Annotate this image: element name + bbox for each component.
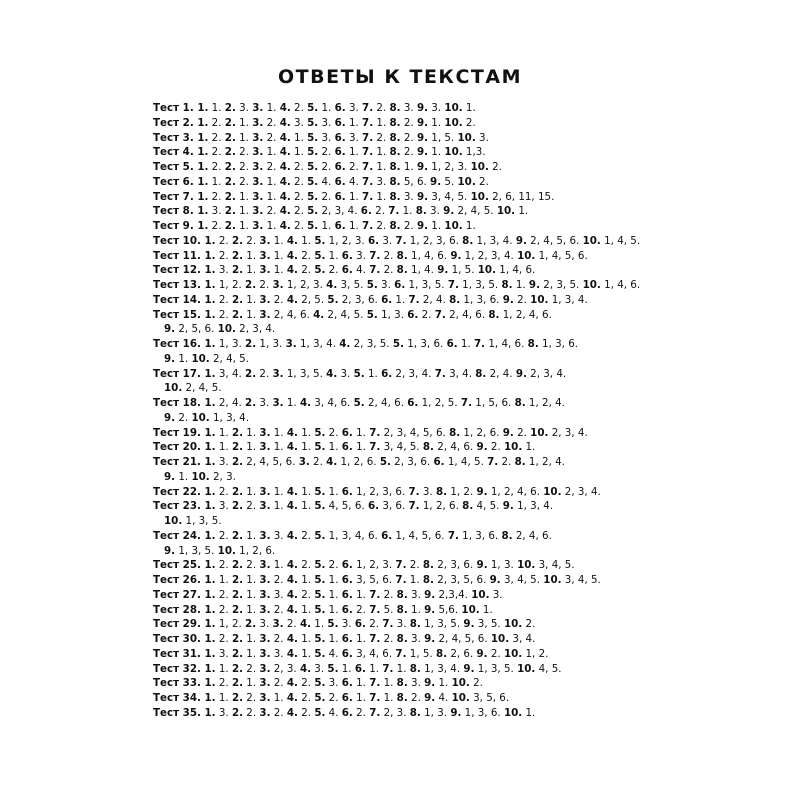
answer-line: Тест 23. 1. 3. 2. 2. 3. 1. 4. 1. 5. 4, 5, 6. 6. 3, 6. 7. 1, 2, 6. 8. 4, 5. 9. 1, 3, 4.: [153, 500, 554, 513]
answer-line: Тест 18. 1. 2, 4. 2. 3. 3. 1. 4. 3, 4, 6. 5. 2, 4, 6. 6. 1, 2, 5. 7. 1, 5, 6. 8. 1, 2, 4.: [153, 397, 565, 409]
answer-line: Тест 6. 1. 1. 2. 2. 3. 1. 4. 2. 5. 4. 6. 4. 7. 3. 8. 5, 6. 9. 5. 10. 2.: [153, 175, 489, 188]
answer-line: Тест 11. 1. 2. 2. 1. 3. 1. 4. 2. 5. 1. 6. 3. 7. 2. 8. 1, 4, 6. 9. 1, 2, 3, 4. 10. 1, 4, 5, 6.: [153, 249, 588, 262]
answer-line: Тест 26. 1. 1. 2. 1. 3. 2. 4. 1. 5. 1. 6. 3, 5, 6. 7. 1. 8. 2, 3, 5, 6. 9. 3, 4, 5. 10. 3, 4, 5.: [153, 574, 601, 586]
answer-line-continuation: 9. 1. 10. 2, 3.: [164, 470, 236, 483]
answer-line: Тест 9. 1. 2. 2. 1. 3. 1. 4. 2. 5. 1. 6. 1. 7. 2. 8. 2. 9. 1. 10. 1.: [153, 220, 476, 232]
answer-line: Тест 20. 1. 1. 2. 1. 3. 1. 4. 1. 5. 1. 6. 1. 7. 3, 4, 5. 8. 2, 4, 6. 9. 2. 10. 1.: [153, 441, 536, 454]
answer-line: Тест 21. 1. 3. 2. 2, 4, 5, 6. 3. 2. 4. 1, 2, 6. 5. 2, 3, 6. 6. 1, 4, 5. 7. 2. 8. 1, 2, 4.: [153, 456, 565, 468]
answer-line: Тест 17. 1. 3, 4. 2. 2. 3. 1, 3, 5. 4. 3. 5. 1. 6. 2, 3, 4. 7. 3, 4. 8. 2, 4. 9. 2, 3, 4.: [153, 367, 567, 380]
answer-line-continuation: 9. 2. 10. 1, 3, 4.: [164, 411, 249, 424]
answer-line: Тест 31. 1. 3. 2. 1. 3. 3. 4. 1. 5. 4. 6. 3, 4, 6. 7. 1, 5. 8. 2, 6. 9. 2. 10. 1, 2.: [153, 647, 549, 660]
answer-line-continuation: 9. 1. 10. 2, 4, 5.: [164, 352, 249, 365]
answer-line-continuation: 9. 2, 5, 6. 10. 2, 3, 4.: [164, 323, 276, 336]
answer-line: Тест 34. 1. 1. 2. 2. 3. 1. 4. 2. 5. 2. 6. 1. 7. 1. 8. 2. 9. 4. 10. 3, 5, 6.: [153, 692, 510, 704]
answer-line: Тест 35. 1. 3. 2. 2. 3. 2. 4. 2. 5. 4. 6. 2. 7. 2, 3. 8. 1, 3. 9. 1, 3, 6. 10. 1.: [153, 706, 536, 719]
answer-line: Тест 25. 1. 2. 2. 2. 3. 1. 4. 2. 5. 2. 6. 1, 2, 3. 7. 2. 8. 2, 3, 6. 9. 1, 3. 10. 3, 4, 5.: [153, 559, 575, 572]
page-title: ОТВЕТЫ К ТЕКСТАМ: [278, 66, 522, 88]
answer-line-continuation: 10. 1, 3, 5.: [164, 515, 222, 527]
answer-line: Тест 33. 1. 2. 2. 1. 3. 2. 4. 2. 5. 3. 6. 1. 7. 1. 8. 3. 9. 1. 10. 2.: [153, 677, 483, 690]
answer-line: Тест 5. 1. 2. 2. 2. 3. 2. 4. 2. 5. 2. 6. 2. 7. 1. 8. 1. 9. 1, 2, 3. 10. 2.: [153, 161, 502, 173]
answer-line: Тест 29. 1. 1, 2. 2. 3. 3. 2. 4. 1. 5. 3. 6. 2. 7. 3. 8. 1, 3, 5. 9. 3, 5. 10. 2.: [153, 618, 536, 631]
answer-line: Тест 16. 1. 1, 3. 2. 1, 3. 3. 1, 3, 4. 4. 2, 3, 5. 5. 1, 3, 6. 6. 1. 7. 1, 4, 6. 8. 1, 3, 6.: [153, 338, 579, 350]
answer-line: Тест 19. 1. 1. 2. 1. 3. 1. 4. 1. 5. 2. 6. 1. 7. 2, 3, 4, 5, 6. 8. 1, 2, 6. 9. 2. 10. 2, 3, 4.: [153, 426, 588, 439]
answer-line: Тест 15. 1. 2. 2. 1. 3. 2, 4, 6. 4. 2, 4, 5. 5. 1, 3. 6. 2. 7. 2, 4, 6. 8. 1, 2, 4, 6.: [153, 308, 552, 321]
answer-line: Тест 14. 1. 2. 2. 1. 3. 2. 4. 2, 5. 5. 2, 3, 6. 6. 1. 7. 2, 4. 8. 1, 3, 6. 9. 2. 10. 1, 3, 4.: [153, 293, 588, 306]
answer-line: Тест 3. 1. 2. 2. 1. 3. 2. 4. 1. 5. 3. 6. 3. 7. 2. 8. 2. 9. 1, 5. 10. 3.: [153, 131, 489, 144]
answer-line: Тест 1. 1. 1. 2. 3. 3. 1. 4. 2. 5. 1. 6. 3. 7. 2. 8. 3. 9. 3. 10. 1.: [153, 102, 476, 114]
answer-line: Тест 27. 1. 2. 2. 1. 3. 3. 4. 2. 5. 1. 6. 1. 7. 2. 8. 3. 9. 2,3,4. 10. 3.: [153, 588, 503, 601]
answer-line: Тест 32. 1. 1. 2. 2. 3. 2, 3. 4. 3. 5. 1. 6. 1. 7. 1. 8. 1, 3, 4. 9. 1, 3, 5. 10. 4, 5.: [153, 662, 562, 675]
answer-line-continuation: 9. 1, 3, 5. 10. 1, 2, 6.: [164, 544, 276, 557]
answer-line: Тест 2. 1. 2. 2. 1. 3. 2. 4. 3. 5. 3. 6. 1. 7. 1. 8. 2. 9. 1. 10. 2.: [153, 116, 476, 129]
answer-line: Тест 8. 1. 3. 2. 1. 3. 2. 4. 2. 5. 2, 3, 4. 6. 2. 7. 1. 8. 3. 9. 2, 4, 5. 10. 1.: [153, 205, 529, 218]
answer-line: Тест 24. 1. 2. 2. 1. 3. 3. 4. 2. 5. 1, 3, 4, 6. 6. 1, 4, 5, 6. 7. 1, 3, 6. 8. 2, 4, 6.: [153, 529, 552, 542]
answer-line: Тест 7. 1. 2. 2. 1. 3. 1. 4. 2. 5. 2. 6. 1. 7. 1. 8. 3. 9. 3, 4, 5. 10. 2, 6, 11, 15.: [153, 190, 555, 203]
answer-line: Тест 12. 1. 3. 2. 1. 3. 1. 4. 2. 5. 2. 6. 4. 7. 2. 8. 1, 4. 9. 1, 5. 10. 1, 4, 6.: [153, 264, 536, 277]
answers-list: [153, 101, 653, 721]
answer-line: Тест 30. 1. 2. 2. 1. 3. 2. 4. 1. 5. 1. 6. 1. 7. 2. 8. 3. 9. 2, 4, 5, 6. 10. 3, 4.: [153, 633, 536, 645]
answer-line: Тест 22. 1. 2. 2. 1. 3. 1. 4. 1. 5. 1. 6. 1, 2, 3, 6. 7. 3. 8. 1, 2. 9. 1, 2, 4, 6. 10. 2, 3, 4.: [153, 485, 601, 498]
answer-line: Тест 10. 1. 2. 2. 2. 3. 1. 4. 1. 5. 1, 2, 3. 6. 3. 7. 1, 2, 3, 6. 8. 1, 3, 4. 9. 2, 4, 5, 6. 10. 1, 4, 5.: [153, 234, 641, 247]
answer-line: Тест 28. 1. 2. 2. 1. 3. 2. 4. 1. 5. 1. 6. 2. 7. 5. 8. 1. 9. 5,6. 10. 1.: [153, 603, 493, 616]
answer-line: Тест 13. 1. 1, 2. 2. 2. 3. 1, 2, 3. 4. 3, 5. 5. 3. 6. 1, 3, 5. 7. 1, 3, 5. 8. 1. 9. 2, 3, 5. 10. 1, 4, 6.: [153, 279, 641, 291]
answer-line: Тест 4. 1. 2. 2. 2. 3. 1. 4. 1. 5. 2. 6. 1. 7. 1. 8. 2. 9. 1. 10. 1,3.: [153, 146, 486, 159]
answer-line-continuation: 10. 2, 4, 5.: [164, 382, 222, 395]
